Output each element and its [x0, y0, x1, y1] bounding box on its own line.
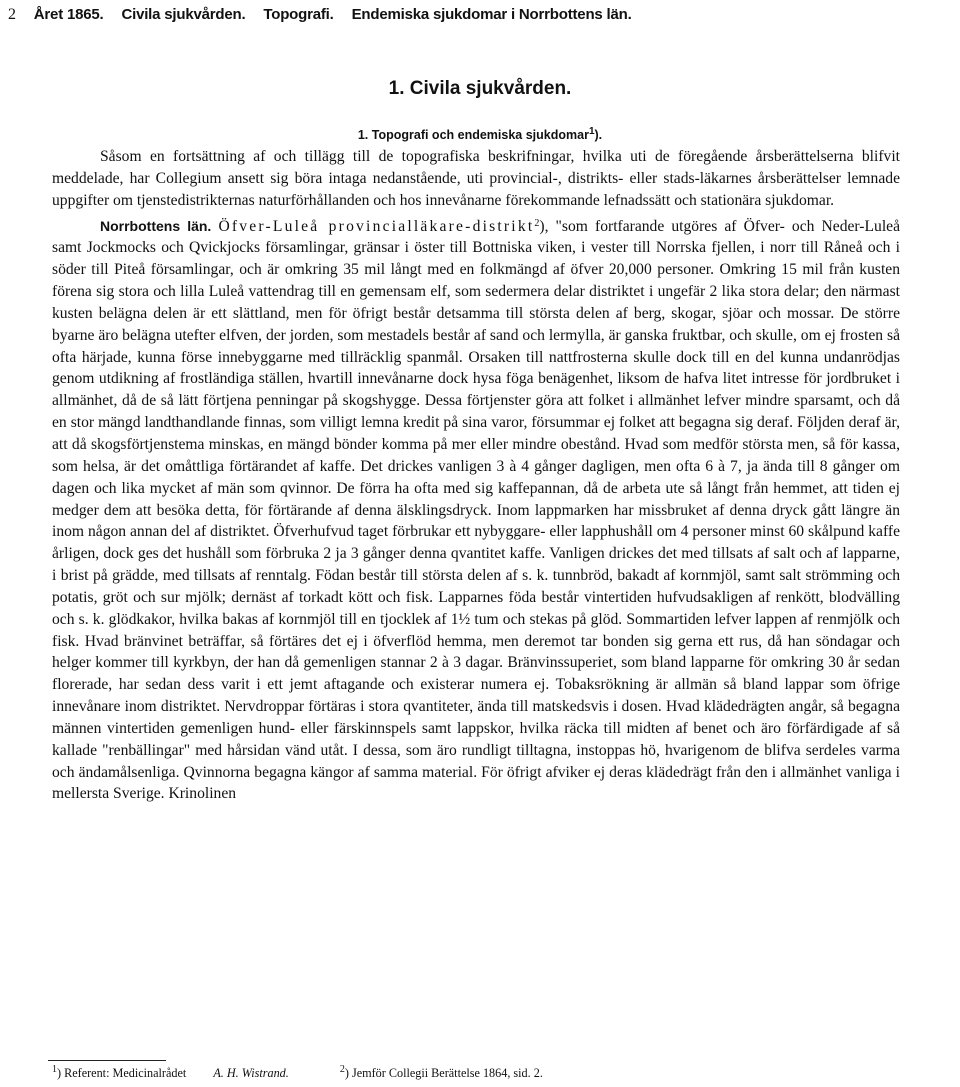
- footnote-2-text: Jemför Collegii Berättelse 1864, sid. 2.: [351, 1066, 543, 1080]
- header-subject: Endemiska sjukdomar i Norrbottens län.: [351, 6, 632, 23]
- footnotes: [52, 1066, 892, 1081]
- county-paragraph: Norrbottens län. Öfver-Luleå provincialläkare-distrikt$^2$), "som fortfarande utgöres af Öfver- och Neder-Luleå samt Jockmocks och Qvickjocks församlingar, gränsar i öster till Bottniska viken, i vester till Norrska fjellen, i norr till Råneå och i söder till Piteå församlingar, och är omkring 35 mil långt med en folkmängd af öfver 20,000 personer. Omkring 15 mil från kusten förena sig stora och lilla Luleå vattendrag till en gemensam elf, som sedermera delar distriktet i ungefär 2 lika stora delar; den närmast kusten belägna delen är ett slättland, men för öfrigt består detsamma till största delen af berg, skogar, sjöar och mossar. De större byarne äro belägna utefter elfven, der jorden, som mestadels består af sand och lermylla, är ganska fruktbar, och skulle, om ej frosten så ofta härjade, kunna förse innebyggarne med tillräcklig spanmål. Orsaken till nattfrosterna skulle dock till en del kunna undanrödjas genom utdikning af frostländiga ställen, hvartill innevånarne dock hysa föga benägenhet, liksom de hafva litet intresse för jordbruket i allmänhet, då de så lätt förtjena penningar på skogshygge. Dessa förtjenster göra att folket i allmänhet lefver mindre sparsamt, och då en stor mängd landthandlande finnas, som villigt lemna kredit på sina varor, försummar ej folket att begagna sig deraf. Följden deraf är, att då skogsförtjenstema minskas, en mängd bönder komma på mer eller mindre obestånd. Hvad som medför största men, så för kassa, som helsa, är det omåttliga förtärandet af kaffe. Det drickes vanligen 3 à 4 gånger dagligen, men ofta 6 à 7, ja ända till 8 gånger om dagen och lika mycket af män som qvinnor. De förra ha ofta med sig kaffepannan, då de arbeta ute så långt från hemmet, att tiden ej medger dem att besöka detta, för förtärande af denna älsklingsdryck. Inom lappmarken har missbruket af denna dryck gått längre än inom någon annan del af distriktet. Öfverhufvud taget förbrukar ett nybyggare- eller lapphushåll om 4 personer minst 60 skålpund kaffe årligen, dock ges det hushåll som förbruka 2 ja 3 gånger denna qvantitet kaffe. Vanligen drickes det med tillsats af salt och af lapparne, i brist på grädde, med tillsats af renntalg. Födan består till största delen af s. k. tunnbröd, bakadt af kornmjöl, samt salt strömming och potatis, gröt och sur mjölk; dernäst af torkadt kött och fisk. Lapparnes föda består vintertiden hufvudsakligen af renkött, blodvälling och s. k. glödkakor, hvilka bakas af kornmjöl till en tjocklek af 1½ tum och stekas på glöd. Sommartiden lefver lappen af renmjölk och fisk. Hvad bränvinet beträffar, så förtäres det ej i öfverflöd hemma, men deremot tar bonden sig gerna ett rus, då han söndagar och helger kommer till kyrkbyn, der han då gemenligen stannar 2 à 3 dagar. Bränvinssuperiet, som bland lapparne för omkring 30 år sedan florerade, har sedan dess varit i ett jemt aftagande och existerar numera ej. Tobaksrökning är allmän så bland lappar som öfrige innevånare inom distriktet. Nervdroppar förtäras i stora qvantiteter, ända till matskedsvis i dosen. Hvad klädedrägten angår, så begagna männen vintertiden gemenligen hund- eller färskinnspels samt lappskor, hvilka räcka till midten af benet och äro förfärdigade af så kallade "renbällingar" med hårsidan vänd utåt. I dessa, som äro rundligt tilltagna, instoppas hö, hvarigenom de blifva serdeles varma och ändamålsenliga. Qvinnorna begagna kängor af samma material. För öfrigt afviker ej deras klädedrägt från den i allmänhet vanliga i mellersta Sverige. Krinolinen: [52, 217, 900, 803]
- district-name: Öfver-Luleå provincialläkare-distrikt: [218, 217, 535, 235]
- page-number: 2: [8, 6, 16, 23]
- header-year: Året 1865.: [33, 6, 104, 23]
- footnote-divider: [48, 1060, 166, 1061]
- county-text-part-2: tum och stekas på glöd. Sommartiden lefver lappen af renmjölk och fisk. Hvad bränvinet beträffar, så förtäres det ej i öfverflöd hemma, men deremot tar bonden sig gerna ett rus, då han söndagar och helger kommer till kyrkbyn, der han då gemenligen stannar 2 à 3 dagar. Bränvinssuperiet, som bland lapparne för omkring 30 år sedan florerade, har sedan dess varit i ett jemt aftagande och existerar numera ej. Tobaksrökning är allmän så bland lappar som öfrige innevånare inom distriktet. Nervdroppar förtäras i stora qvantiteter, ända till matskedsvis i dosen. Hvad klädedrägten angår, så begagna männen vintertiden gemenligen hund- eller färskinnspels samt lappskor, hvilka räcka till midten af benet och äro förfärdigade af så kallade "renbällingar" med hårsidan vänd utåt. I dessa, som äro rundligt tilltagna, instoppas hö, hvarigenom de blifva serdeles varma och ändamålsenliga. Qvinnorna begagna kängor af samma material. För öfrigt afviker ej deras klädedrägt från den i allmänhet vanliga i mellersta Sverige. Krinolinen: [52, 610, 900, 803]
- fraction: ½: [458, 610, 471, 628]
- header-topic: Topografi.: [263, 6, 334, 23]
- footnote-2: $^2$) Jemför Collegii Berättelse 1864, sid. 2.: [339, 1064, 543, 1080]
- footnote-marker-1: 1: [52, 1064, 57, 1075]
- subsection-title-text: 1. Topografi och endemiska sjukdomar: [357, 128, 589, 142]
- footnote-1: $^1$) Referent: Medicinalrådet A. H. Wistrand.: [52, 1064, 289, 1080]
- body-text: [52, 146, 900, 805]
- county-heading: Norrbottens län.: [100, 217, 212, 234]
- county-text-part-1: , "som fortfarande utgöres af Öfver- och Neder-Luleå samt Jockmocks och Qvickjocks församlingar, gränsar i öster till Bottniska viken, i vester till Norrska fjellen, i norr till Råneå och i söder till Piteå församlingar, och är omkring 35 mil långt med en folkmängd af öfver 20,000 personer. Omkring 15 mil från kusten förena sig stora och lilla Luleå vattendrag till en gemensam elf, som sedermera delar distriktet i ungefär 2 lika stora delar; den närmast kusten belägna delen är ett slättland, men för öfrigt består detsamma till största delen af berg, skogar, sjöar och mossar. De större byarne äro belägna utefter elfven, der jorden, som mestadels består af sand och lermylla, är ganska fruktbar, och skulle, om ej frosten så ofta härjade, kunna förse innebyggarne med tillräcklig spanmål. Orsaken till nattfrosterna skulle dock till en del kunna undanrödjas genom utdikning af frostländiga ställen, hvartill innevånarne dock hysa föga benägenhet, liksom de hafva litet intresse för jordbruket i allmänhet, då de så lätt förtjena penningar på skogshygge. Dessa förtjenster göra att folket i allmänhet lefver mindre sparsamt, och då en stor mängd landthandlande finnas, som villigt lemna kredit på sina varor, försummar ej folket att begagna sig deraf. Följden deraf är, att då skogsförtjenstema minskas, en mängd bönder komma på mer eller mindre obestånd. Hvad som medför största men, så för kassa, som helsa, är det omåttliga förtärandet af kaffe. Det drickes vanligen 3 à 4 gånger dagligen, men ofta 6 à 7, ja ända till 8 gånger om dagen och lika mycket af män som qvinnor. De förra ha ofta med sig kaffepannan, då de arbeta ute så långt från hemmet, att tiden ej medger dem att besöka detta, för förtärande af denna älsklingsdryck. Inom lappmarken har missbruket af denna dryck gått längre än inom någon annan del af distriktet. Öfverhufvud taget förbrukar ett nybyggare- eller lapphushåll om 4 personer minst 60 skålpund kaffe årligen, dock ges det hushåll som förbruka 2 ja 3 gånger denna qvantitet kaffe. Vanligen drickes det med tillsats af salt och af lapparne, i brist på grädde, med tillsats af renntalg. Födan består till största delen af s. k. tunnbröd, bakadt af kornmjöl, samt salt strömming och potatis, gröt och sur mjölk; dernäst af torkadt kött och fisk. Lapparnes föda består vintertiden hufvudsakligen af renkött, blodvälling och s. k. glödkakor, hvilka bakas af kornmjöl till en tjocklek af 1: [52, 217, 900, 628]
- footnote-ref-2: 2: [534, 217, 540, 229]
- footnote-1-name: A. H. Wistrand.: [213, 1066, 289, 1080]
- header-part: Civila sjukvården.: [121, 6, 246, 23]
- footnote-marker-2: 2: [339, 1064, 345, 1075]
- footnote-ref-1: 1: [588, 126, 595, 137]
- section-title: 1. Civila sjukvården.: [388, 78, 572, 99]
- footnote-1-text: Referent: Medicinalrådet: [64, 1066, 190, 1080]
- intro-paragraph: Såsom en fortsättning af och tillägg till de topografiska beskrifningar, hvilka uti de föregående årsberättelserna blifvit meddelade, har Collegium ansett sig böra intaga nedanstående, uti provincial-, distrikts- eller stads-läkarnes årsberättelser lemnade uppgifter om tjenstedistrikternas naturförhållanden och hos innevånarne förekommande lefnadssätt och stationära sjukdomar.: [52, 148, 900, 209]
- subsection-title: 1. Topografi och endemiska sjukdomar$^1$).: [357, 126, 603, 142]
- running-header: [8, 6, 948, 24]
